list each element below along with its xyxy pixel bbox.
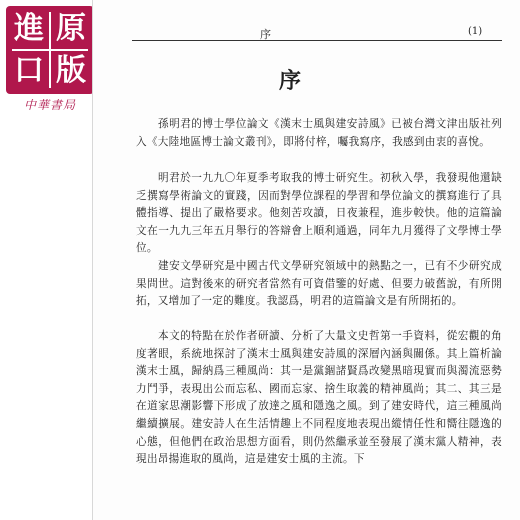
paragraph: 孫明君的博士學位論文《漢末士風與建安詩風》已被台灣文津出版社列入《大陸地區博士論文叢刊》，即將付梓，囑我寫序，我感到由衷的喜悅。	[136, 118, 502, 148]
header-rule	[132, 40, 502, 41]
preface-title: 序	[278, 68, 301, 94]
publisher-logo	[6, 6, 94, 114]
logo-char: 口	[14, 53, 44, 88]
paragraph: 建安文學研究是中國古代文學研究領域中的熱點之一，已有不少研究成果問世。這對後來的研究者當然有可資借鑒的好處、但要力破舊說，有所開拓，又增加了一定的難度。我認爲，明君的這篇論文是有所開拓的。	[136, 260, 502, 308]
publisher-name: 中華書局	[23, 98, 76, 112]
page-number: (1)	[468, 26, 483, 37]
logo-char: 版	[56, 53, 86, 88]
logo-char: 進	[14, 11, 44, 46]
logo-divider	[12, 49, 88, 51]
running-header-title: 序	[260, 28, 272, 41]
paragraph: 本文的特點在於作者研讀、分析了大量文史哲第一手資料，從宏觀的角度著眼，系統地探討了漢末士風與建安詩風的深層內涵與關係。其上篇析論漢末士風，歸納爲三種風尚：其一是黨錮諸賢爲改變黑暗現實而與濁流惡勢力鬥爭，表現出公而忘私、國而忘家、捨生取義的精神風尚；其二、其三是在道家思潮影響下形成了放達之風和隱逸之風。到了建安時代，這三種風尚繼續擴展。建安詩人在生活情趣上不同程度地表現出縱情任性和嚮往隱逸的心態，但他們在政治思想方面看，則仍然繼承並至發展了漢末黨人精神，表現出昂揚進取的風尚，這是建安士風的主流。下	[136, 330, 502, 466]
paragraph: 明君於一九九〇年夏季考取我的博士研究生。初秋入學，我發現他還缺乏撰寫學術論文的實踐，因而對學位課程的學習和學位論文的撰寫進行了具體指導、提出了嚴格要求。他刻苦攻讀，日夜兼程，進步較快。他的這篇論文在一九九三年五月舉行的答辯會上順利通過，同年九月獲得了文學博士學位。	[136, 172, 502, 255]
logo-char: 原	[56, 11, 86, 46]
